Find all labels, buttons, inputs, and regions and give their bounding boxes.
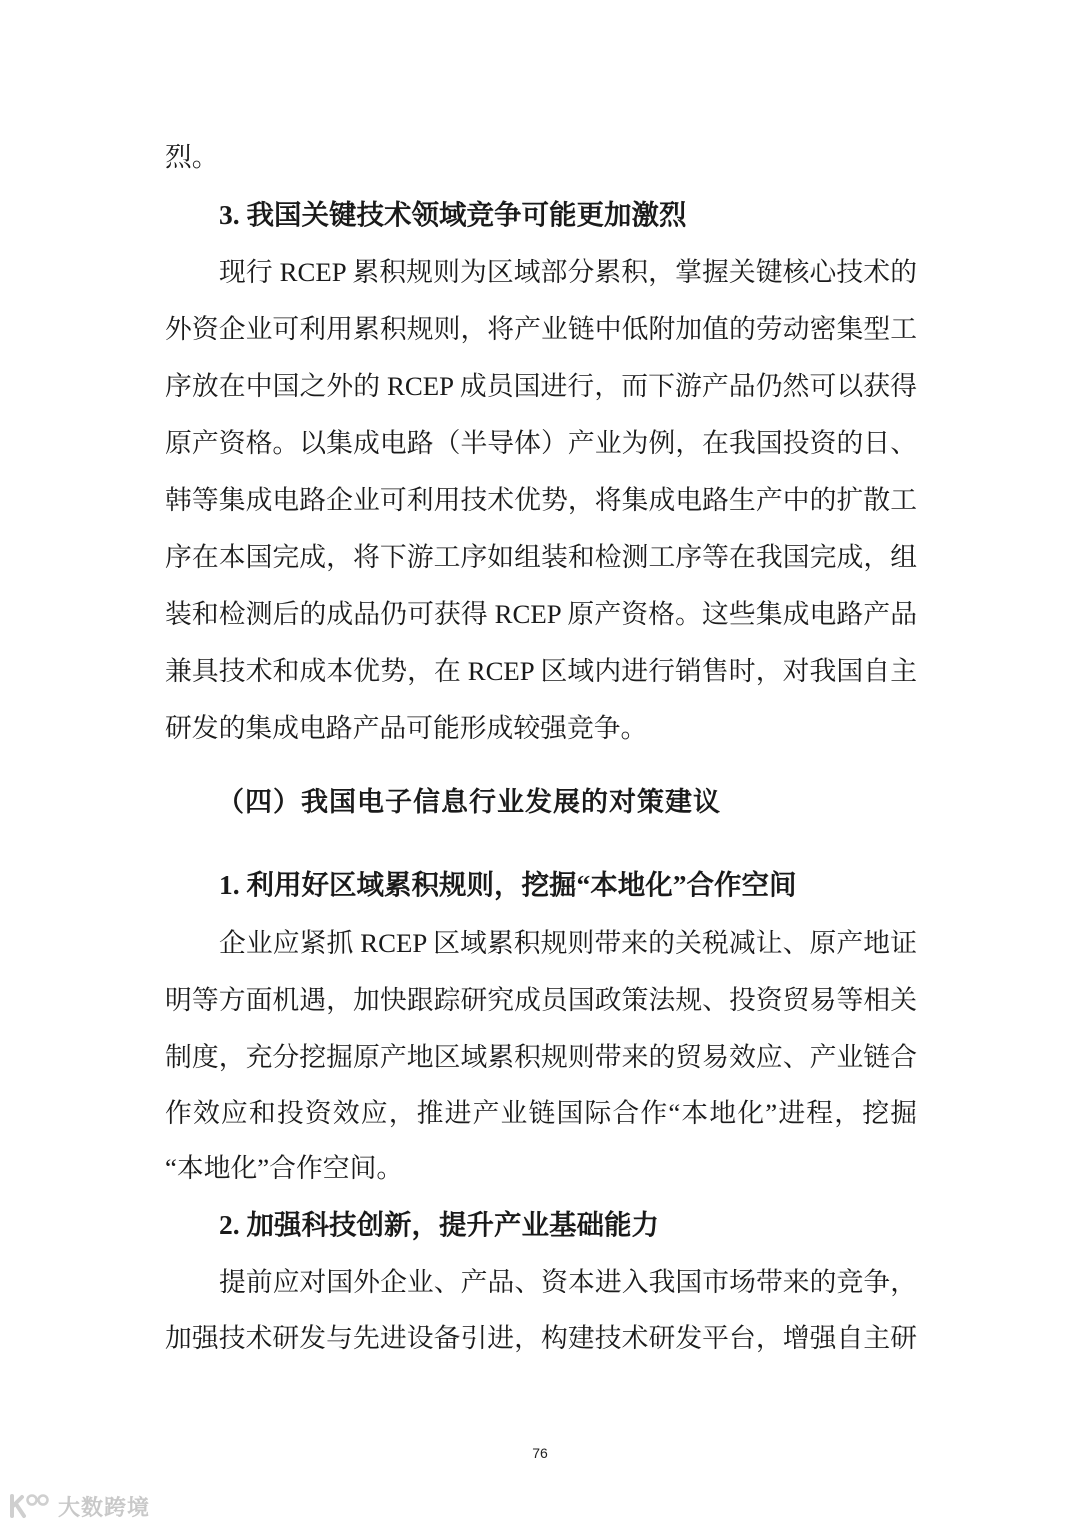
paragraph-line: 制度，充分挖掘原产地区域累积规则带来的贸易效应、产业链合	[165, 1042, 917, 1072]
page-number: 76	[532, 1445, 548, 1461]
paragraph-line: 提前应对国外企业、产品、资本进入我国市场带来的竞争，	[219, 1267, 917, 1297]
paragraph-line: 研发的集成电路产品可能形成较强竞争。	[165, 713, 648, 743]
paragraph-line: 明等方面机遇，加快跟踪研究成员国政策法规、投资贸易等相关	[165, 985, 917, 1015]
paragraph-line: 加强技术研发与先进设备引进，构建技术研发平台，增强自主研	[165, 1323, 917, 1353]
paragraph-line: 兼具技术和成本优势，在 RCEP 区域内进行销售时，对我国自主	[165, 656, 917, 686]
item1-heading	[219, 868, 797, 902]
item2-number: 2.	[219, 1209, 240, 1240]
paragraph-line: 原产资格。以集成电路（半导体）产业为例，在我国投资的日、	[165, 428, 917, 458]
watermark-text: 大数跨境	[58, 1495, 151, 1521]
continuation-line: 烈。	[165, 142, 219, 172]
paragraph-line: 韩等集成电路企业可利用技术优势，将集成电路生产中的扩散工	[165, 485, 917, 515]
item1-number: 1.	[219, 869, 240, 900]
watermark	[8, 1490, 150, 1522]
subsection-heading: （四）我国电子信息行业发展的对策建议	[217, 787, 721, 818]
item2-title: 加强科技创新，提升产业基础能力	[246, 1209, 659, 1240]
section3-title: 我国关键技术领域竞争可能更加激烈	[246, 199, 687, 230]
paragraph-line: 作效应和投资效应，推进产业链国际合作“本地化”进程，挖掘	[165, 1098, 917, 1128]
paragraph-line: “本地化”合作空间。	[165, 1153, 404, 1183]
item2-heading	[219, 1208, 659, 1242]
section3-number: 3.	[219, 199, 240, 230]
paragraph-line: 企业应紧抓 RCEP 区域累积规则带来的关税减让、原产地证	[219, 928, 917, 958]
paragraph-line: 序放在中国之外的 RCEP 成员国进行，而下游产品仍然可以获得	[165, 371, 917, 401]
paragraph-line: 现行 RCEP 累积规则为区域部分累积，掌握关键核心技术的	[219, 257, 917, 287]
paragraph-line: 装和检测后的成品仍可获得 RCEP 原产资格。这些集成电路产品	[165, 599, 917, 629]
item1-title: 利用好区域累积规则，挖掘“本地化”合作空间	[246, 869, 797, 900]
k-logo-icon	[8, 1492, 52, 1520]
section3-heading	[219, 198, 687, 232]
paragraph-line: 外资企业可利用累积规则，将产业链中低附加值的劳动密集型工	[165, 314, 917, 344]
paragraph-line: 序在本国完成，将下游工序如组装和检测工序等在我国完成，组	[165, 542, 917, 572]
